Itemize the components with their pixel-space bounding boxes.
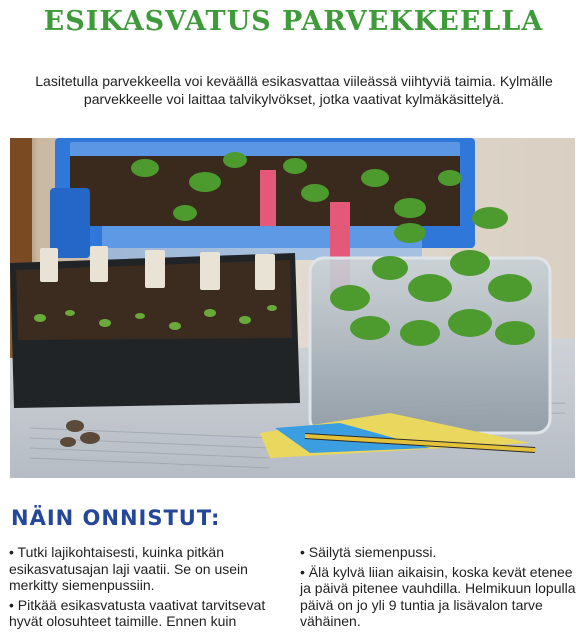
tips-right-column: [300, 544, 582, 633]
tip-item: • Älä kylvä liian aikaisin, koska kevät etenee ja päivä pitenee vauhdilla. Helmikuun lopulla päivä on jo yli 9 tuntia ja lisävalon tarve vähäinen.: [300, 563, 576, 629]
pink-label: [260, 170, 276, 226]
tip-item: • Säilytä siemenpussi.: [300, 544, 437, 560]
page-title: ESIKASVATUS PARVEKKEELLA: [43, 6, 544, 37]
seedlings-illustration: [10, 138, 575, 478]
tips-left-column: [9, 544, 289, 633]
tip-item: • Pitkää esikasvatusta vaativat tarvitsevat hyvät olosuhteet taimille. Ennen kuin: [9, 596, 266, 629]
intro-paragraph: Lasitetulla parvekkeella voi keväällä esikasvattaa viileässä viihtyviä taimia. Kylmälle parvekkeelle voi laittaa talvikylvökset, jotka vaativat kylmäkäsittelyä.: [35, 73, 553, 107]
tips-heading: NÄIN ONNISTUT:: [11, 506, 221, 530]
seedlings-photo: [10, 138, 575, 478]
crate-handle: [50, 188, 90, 258]
tip-item: • Tutki lajikohtaisesti, kuinka pitkän esikasvatusajan laji vaatii. Se on usein merkitty siemenpussiin.: [9, 544, 248, 593]
